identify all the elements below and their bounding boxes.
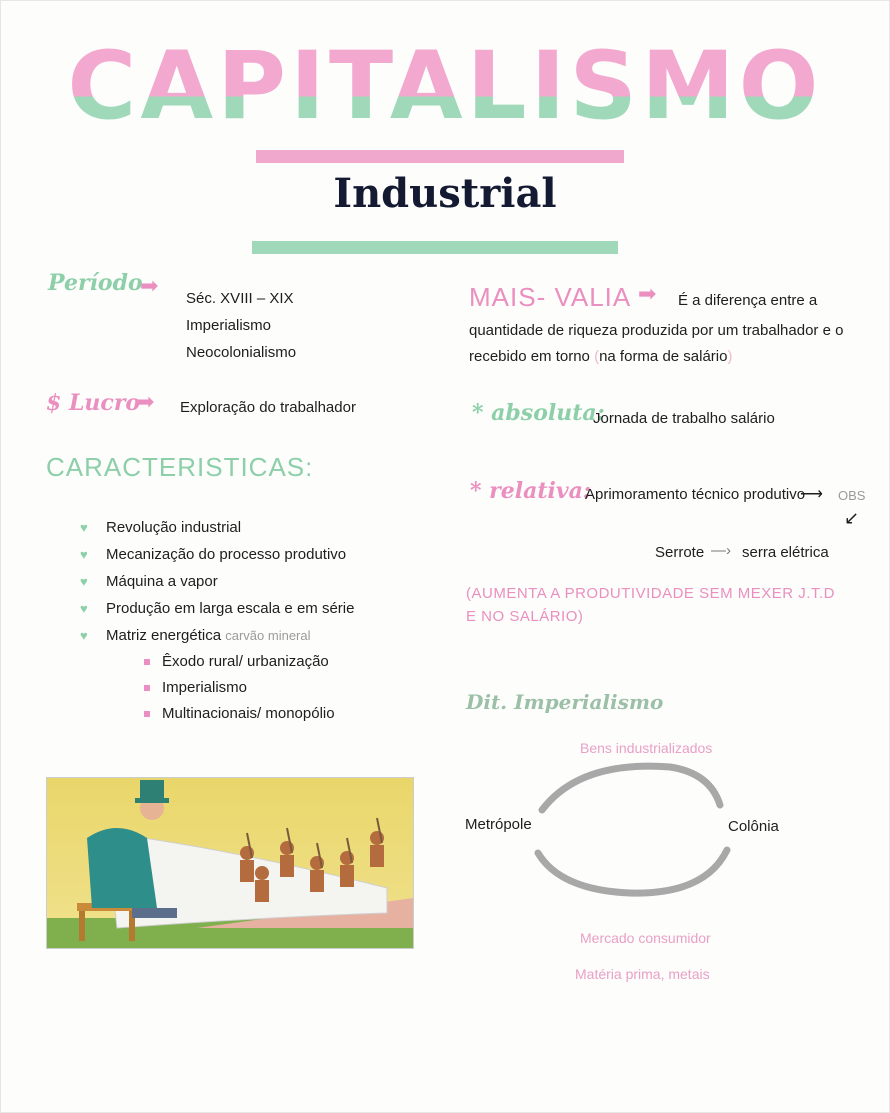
- serrote-text: Serrote: [655, 544, 705, 561]
- serra-text: serra elétrica: [742, 544, 829, 561]
- page-subtitle: Industrial: [333, 170, 557, 217]
- relativa-text: Aprimoramento técnico produtivo: [585, 486, 806, 503]
- obs-label: OBS: [838, 488, 866, 503]
- dit-cycle-diagram: [520, 755, 750, 905]
- mais-valia-line1: É a diferença entre a: [678, 292, 818, 309]
- mais-valia-arrow-icon: ➡: [638, 282, 657, 307]
- periodo-label: Período: [48, 270, 143, 296]
- caracteristicas-heading: CARACTERISTICAS:: [46, 452, 314, 482]
- periodo-line: Neocolonialismo: [186, 344, 297, 361]
- serrote-arrow-icon: —›: [711, 542, 731, 559]
- mais-valia-heading: MAIS- VALIA: [469, 282, 632, 312]
- heart-icon: ♥: [80, 628, 88, 643]
- periodo-line: Imperialismo: [186, 317, 272, 334]
- title-underline-pink: [256, 150, 624, 163]
- illustration-svg: [47, 778, 413, 948]
- dit-heading: Dit. Imperialismo: [466, 690, 664, 714]
- lucro-label: $ Lucro: [46, 390, 141, 416]
- periodo-arrow-icon: ➡: [140, 274, 159, 299]
- relativa-arrow-icon: ⟶: [800, 486, 823, 503]
- mais-valia-note: (AUMENTA A PRODUTIVIDADE SEM MEXER J.T.D E NO SALÁRIO): [466, 585, 835, 625]
- dit-bottom-arc: [538, 850, 727, 893]
- heart-icon: ♥: [80, 574, 88, 589]
- dit-right-label: Colônia: [728, 818, 779, 835]
- list-item: ♥ Mecanização do processo produtivo: [80, 541, 410, 568]
- matriz-note: carvão mineral: [225, 628, 311, 643]
- list-item: Êxodo rural/ urbanização: [144, 649, 404, 675]
- absoluta-text: Jornada de trabalho salário: [593, 410, 775, 427]
- square-bullet-icon: [144, 711, 150, 717]
- dit-bottom-label1: Mercado consumidor: [580, 930, 711, 946]
- page-title: CAPITALISMO: [0, 40, 890, 134]
- absoluta-label: * absoluta:: [472, 400, 605, 426]
- capitalism-illustration: [46, 777, 414, 949]
- list-item: Imperialismo: [144, 675, 404, 701]
- dit-left-label: Metrópole: [465, 816, 532, 833]
- list-item: Multinacionais/ monopólio: [144, 701, 404, 727]
- list-item: ♥ Matriz energética carvão mineral: [80, 622, 410, 649]
- mais-valia-line3: recebido em torno (na forma de salário): [469, 348, 733, 365]
- list-item: ♥ Máquina a vapor: [80, 568, 410, 595]
- mais-valia-line2: quantidade de riqueza produzida por um trabalhador e o: [469, 322, 844, 339]
- list-item: ♥ Produção em larga escala e em série: [80, 595, 410, 622]
- periodo-lines: [186, 285, 296, 366]
- relativa-label: * relativa:: [470, 478, 592, 504]
- lucro-text: Exploração do trabalhador: [180, 399, 356, 416]
- list-item: ♥ Revolução industrial: [80, 514, 410, 541]
- lucro-arrow-icon: ➡: [136, 390, 155, 415]
- dit-top-arc: [542, 766, 720, 810]
- dit-bottom-label2: Matéria prima, metais: [575, 966, 710, 982]
- heart-icon: ♥: [80, 520, 88, 535]
- heart-icon: ♥: [80, 601, 88, 616]
- obs-down-arrow-icon: ↙: [844, 508, 860, 528]
- caracteristicas-sublist: [144, 649, 404, 727]
- caracteristicas-list: [80, 514, 410, 649]
- dit-top-label: Bens industrializados: [580, 740, 713, 756]
- square-bullet-icon: [144, 685, 150, 691]
- square-bullet-icon: [144, 659, 150, 665]
- subtitle-underline-green: [252, 241, 618, 254]
- periodo-line: Séc. XVIII – XIX: [186, 290, 294, 307]
- heart-icon: ♥: [80, 547, 88, 562]
